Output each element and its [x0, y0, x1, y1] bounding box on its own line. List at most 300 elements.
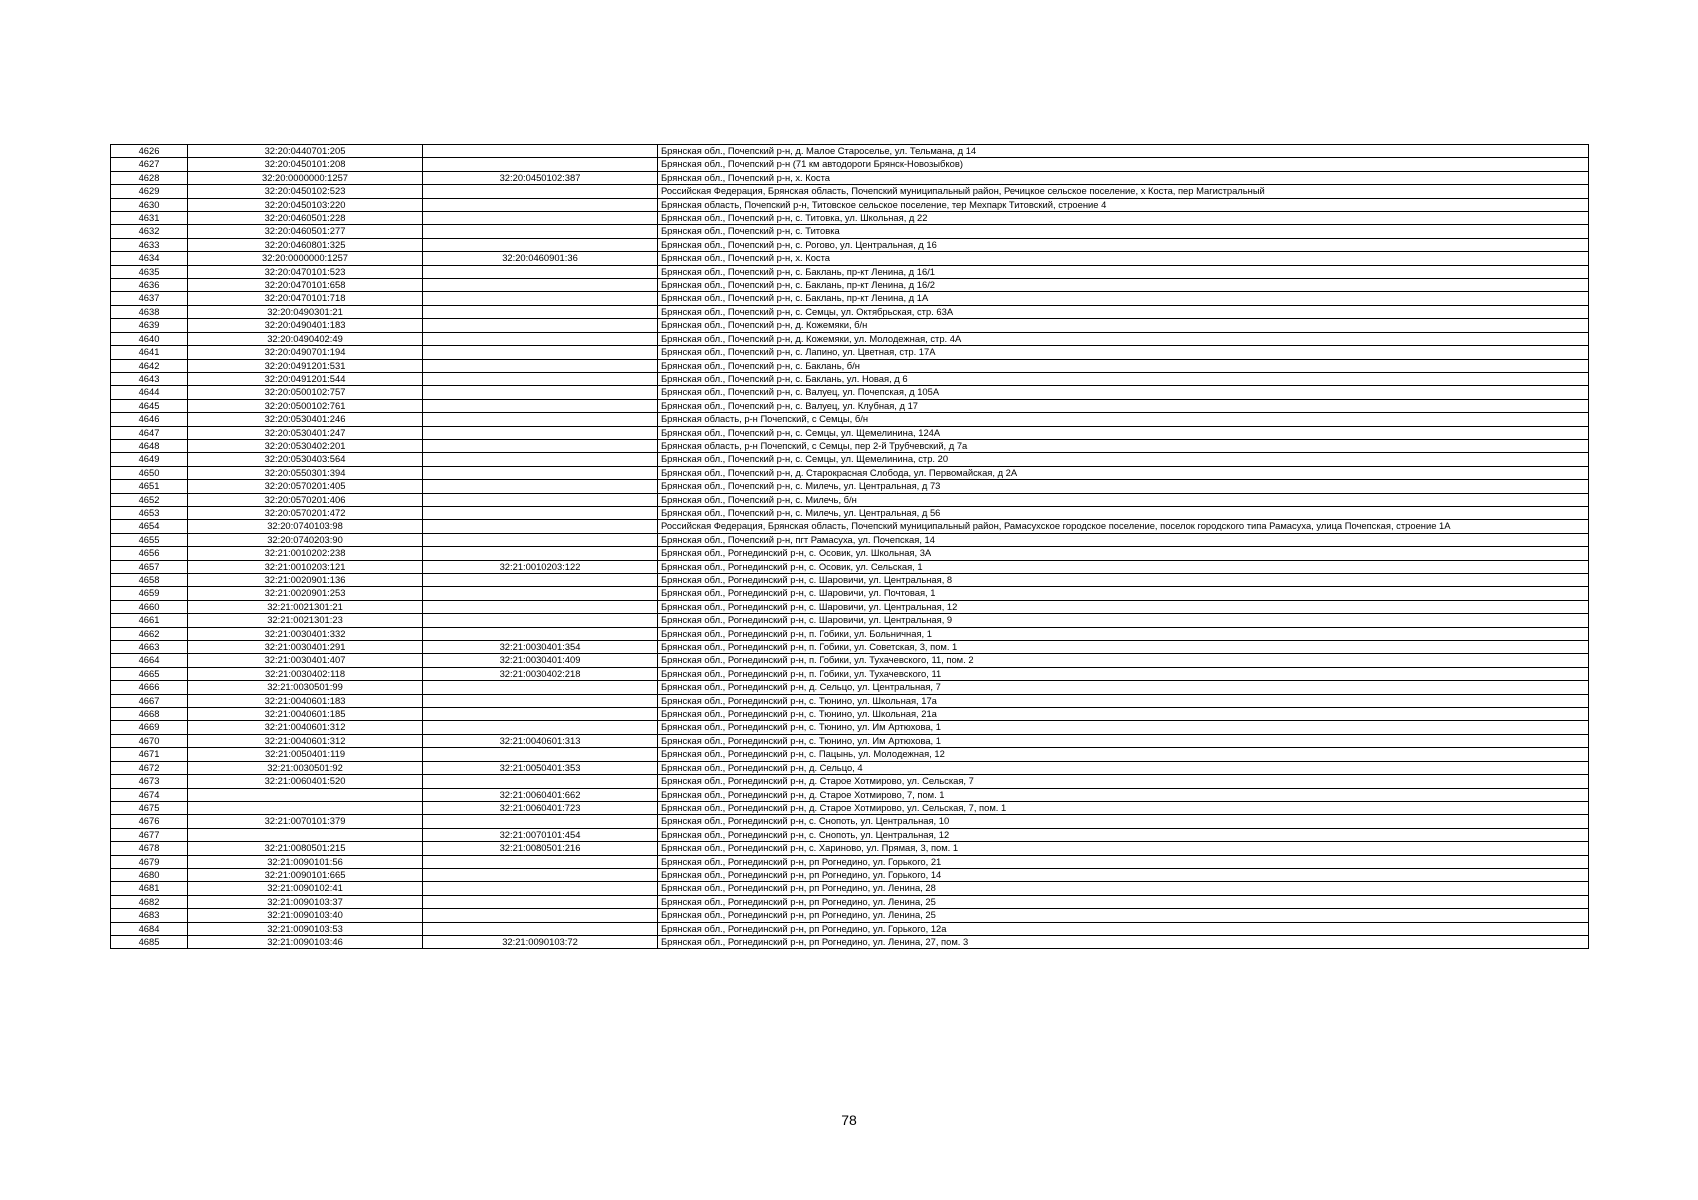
- row-number-cell: 4631: [111, 212, 188, 225]
- table-row: [111, 627, 1589, 640]
- table-row: [111, 346, 1589, 359]
- table-row: [111, 359, 1589, 372]
- table-row: [111, 801, 1589, 814]
- row-number-cell: 4682: [111, 895, 188, 908]
- cadastral-number-cell: 32:20:0000000:1257: [188, 171, 423, 184]
- cadastral-number-cell: 32:20:0570201:405: [188, 480, 423, 493]
- cadastral-number-cell: 32:20:0490301:21: [188, 305, 423, 318]
- related-cadastral-number-cell: [423, 480, 658, 493]
- table-row: [111, 198, 1589, 211]
- cadastral-number-cell: 32:20:0470101:658: [188, 279, 423, 292]
- address-cell: Брянская обл., Рогнединский р-н, с. Тюнино, ул. Им Артюхова, 1: [658, 721, 1589, 734]
- table-row: [111, 560, 1589, 573]
- cadastral-number-cell: 32:21:0020901:253: [188, 587, 423, 600]
- address-cell: Брянская обл., Почепский р-н, с. Лапино, ул. Цветная, стр. 17А: [658, 346, 1589, 359]
- address-cell: Брянская обл., Почепский р-н, с. Баклань, пр-кт Ленина, д 1А: [658, 292, 1589, 305]
- table-row: [111, 453, 1589, 466]
- address-cell: Брянская обл., Рогнединский р-н, с. Снопоть, ул. Центральная, 10: [658, 815, 1589, 828]
- row-number-cell: 4674: [111, 788, 188, 801]
- address-cell: Брянская обл., Почепский р-н, д. Кожемяки, б/н: [658, 319, 1589, 332]
- table-row: [111, 212, 1589, 225]
- address-cell: Брянская обл., Рогнединский р-н, с. Шаровичи, ул. Центральная, 12: [658, 600, 1589, 613]
- row-number-cell: 4668: [111, 708, 188, 721]
- table-row: [111, 775, 1589, 788]
- cadastral-number-cell: 32:21:0021301:21: [188, 600, 423, 613]
- address-cell: Российская Федерация, Брянская область, Почепский муниципальный район, Речицкое сельское поселение, х Коста, пер Магистральный: [658, 185, 1589, 198]
- cadastral-number-cell: 32:21:0090101:665: [188, 868, 423, 881]
- address-cell: Российская Федерация, Брянская область, Почепский муниципальный район, Рамасухское городское поселение, поселок городского типа Рамасуха, улица Почепская, строение 1А: [658, 520, 1589, 533]
- table-row: [111, 413, 1589, 426]
- table-row: [111, 721, 1589, 734]
- related-cadastral-number-cell: [423, 212, 658, 225]
- related-cadastral-number-cell: [423, 386, 658, 399]
- cadastral-number-cell: 32:20:0490401:183: [188, 319, 423, 332]
- address-cell: Брянская обл., Почепский р-н, с. Валуец, ул. Почепская, д 105А: [658, 386, 1589, 399]
- address-cell: Брянская обл., Рогнединский р-н, д. Старое Хотмирово, ул. Сельская, 7: [658, 775, 1589, 788]
- row-number-cell: 4661: [111, 614, 188, 627]
- table-row: [111, 279, 1589, 292]
- table-row: [111, 681, 1589, 694]
- table-row: [111, 386, 1589, 399]
- row-number-cell: 4639: [111, 319, 188, 332]
- address-cell: Брянская обл., Рогнединский р-н, рп Рогнедино, ул. Горького, 14: [658, 868, 1589, 881]
- row-number-cell: 4684: [111, 922, 188, 935]
- table-row: [111, 842, 1589, 855]
- table-row: [111, 225, 1589, 238]
- row-number-cell: 4662: [111, 627, 188, 640]
- related-cadastral-number-cell: 32:21:0030401:354: [423, 641, 658, 654]
- related-cadastral-number-cell: [423, 868, 658, 881]
- property-registry-table: [110, 144, 1589, 949]
- table-row: [111, 493, 1589, 506]
- cadastral-number-cell: 32:20:0500102:761: [188, 399, 423, 412]
- related-cadastral-number-cell: [423, 922, 658, 935]
- related-cadastral-number-cell: [423, 815, 658, 828]
- address-cell: Брянская обл., Рогнединский р-н, с. Шаровичи, ул. Центральная, 9: [658, 614, 1589, 627]
- table-row: [111, 171, 1589, 184]
- table-row: [111, 788, 1589, 801]
- cadastral-number-cell: 32:21:0030401:407: [188, 654, 423, 667]
- row-number-cell: 4645: [111, 399, 188, 412]
- related-cadastral-number-cell: 32:21:0030401:409: [423, 654, 658, 667]
- related-cadastral-number-cell: [423, 547, 658, 560]
- related-cadastral-number-cell: [423, 225, 658, 238]
- related-cadastral-number-cell: [423, 265, 658, 278]
- address-cell: Брянская обл., Почепский р-н, с. Милечь, ул. Центральная, д 56: [658, 506, 1589, 519]
- cadastral-number-cell: 32:20:0550301:394: [188, 466, 423, 479]
- address-cell: Брянская обл., Почепский р-н, с. Милечь, б/н: [658, 493, 1589, 506]
- table-row: [111, 292, 1589, 305]
- address-cell: Брянская обл., Почепский р-н, с. Семцы, ул. Щемелинина, стр. 20: [658, 453, 1589, 466]
- related-cadastral-number-cell: [423, 198, 658, 211]
- row-number-cell: 4634: [111, 252, 188, 265]
- address-cell: Брянская обл., Почепский р-н, с. Титовка: [658, 225, 1589, 238]
- related-cadastral-number-cell: [423, 748, 658, 761]
- row-number-cell: 4649: [111, 453, 188, 466]
- cadastral-number-cell: 32:20:0740103:98: [188, 520, 423, 533]
- cadastral-number-cell: 32:20:0530403:564: [188, 453, 423, 466]
- row-number-cell: 4657: [111, 560, 188, 573]
- cadastral-number-cell: 32:20:0530401:247: [188, 426, 423, 439]
- address-cell: Брянская обл., Рогнединский р-н, с. Шаровичи, ул. Почтовая, 1: [658, 587, 1589, 600]
- table-row: [111, 319, 1589, 332]
- table-row: [111, 828, 1589, 841]
- cadastral-number-cell: 32:21:0040601:183: [188, 694, 423, 707]
- row-number-cell: 4664: [111, 654, 188, 667]
- related-cadastral-number-cell: [423, 493, 658, 506]
- related-cadastral-number-cell: [423, 708, 658, 721]
- related-cadastral-number-cell: 32:21:0030402:218: [423, 667, 658, 680]
- cadastral-number-cell: 32:21:0060401:520: [188, 775, 423, 788]
- table-row: [111, 439, 1589, 452]
- row-number-cell: 4656: [111, 547, 188, 560]
- row-number-cell: 4627: [111, 158, 188, 171]
- address-cell: Брянская обл., Рогнединский р-н, с. Хариново, ул. Прямая, 3, пом. 1: [658, 842, 1589, 855]
- address-cell: Брянская область, Почепский р-н, Титовское сельское поселение, тер Мехпарк Титовский, строение 4: [658, 198, 1589, 211]
- related-cadastral-number-cell: [423, 439, 658, 452]
- address-cell: Брянская обл., Рогнединский р-н, д. Сельцо, ул. Центральная, 7: [658, 681, 1589, 694]
- row-number-cell: 4659: [111, 587, 188, 600]
- cadastral-number-cell: 32:20:0740203:90: [188, 533, 423, 546]
- related-cadastral-number-cell: [423, 185, 658, 198]
- address-cell: Брянская обл., Почепский р-н (71 км автодороги Брянск-Новозыбков): [658, 158, 1589, 171]
- related-cadastral-number-cell: [423, 520, 658, 533]
- related-cadastral-number-cell: 32:21:0060401:723: [423, 801, 658, 814]
- related-cadastral-number-cell: [423, 614, 658, 627]
- address-cell: Брянская обл., Рогнединский р-н, рп Рогнедино, ул. Горького, 21: [658, 855, 1589, 868]
- related-cadastral-number-cell: [423, 359, 658, 372]
- table-row: [111, 265, 1589, 278]
- related-cadastral-number-cell: [423, 855, 658, 868]
- row-number-cell: 4650: [111, 466, 188, 479]
- table-row: [111, 815, 1589, 828]
- row-number-cell: 4633: [111, 238, 188, 251]
- address-cell: Брянская обл., Рогнединский р-н, рп Рогнедино, ул. Ленина, 25: [658, 895, 1589, 908]
- address-cell: Брянская обл., Почепский р-н, с. Баклань, ул. Новая, д 6: [658, 372, 1589, 385]
- related-cadastral-number-cell: [423, 775, 658, 788]
- table-row: [111, 708, 1589, 721]
- address-cell: Брянская обл., Почепский р-н, с. Баклань, б/н: [658, 359, 1589, 372]
- address-cell: Брянская обл., Почепский р-н, х. Коста: [658, 171, 1589, 184]
- cadastral-number-cell: 32:21:0040601:312: [188, 734, 423, 747]
- row-number-cell: 4640: [111, 332, 188, 345]
- table-row: [111, 922, 1589, 935]
- related-cadastral-number-cell: [423, 909, 658, 922]
- cadastral-number-cell: 32:21:0010202:238: [188, 547, 423, 560]
- row-number-cell: 4655: [111, 533, 188, 546]
- row-number-cell: 4643: [111, 372, 188, 385]
- address-cell: Брянская обл., Рогнединский р-н, рп Рогнедино, ул. Ленина, 25: [658, 909, 1589, 922]
- related-cadastral-number-cell: [423, 332, 658, 345]
- related-cadastral-number-cell: [423, 319, 658, 332]
- related-cadastral-number-cell: [423, 587, 658, 600]
- related-cadastral-number-cell: 32:20:0450102:387: [423, 171, 658, 184]
- cadastral-number-cell: 32:20:0440701:205: [188, 145, 423, 158]
- row-number-cell: 4677: [111, 828, 188, 841]
- cadastral-number-cell: 32:20:0450101:208: [188, 158, 423, 171]
- row-number-cell: 4646: [111, 413, 188, 426]
- address-cell: Брянская обл., Рогнединский р-н, рп Рогнедино, ул. Ленина, 27, пом. 3: [658, 935, 1589, 948]
- cadastral-number-cell: 32:20:0470101:523: [188, 265, 423, 278]
- cadastral-number-cell: 32:21:0070101:379: [188, 815, 423, 828]
- cadastral-number-cell: 32:21:0010203:121: [188, 560, 423, 573]
- row-number-cell: 4685: [111, 935, 188, 948]
- cadastral-number-cell: 32:21:0050401:119: [188, 748, 423, 761]
- related-cadastral-number-cell: [423, 305, 658, 318]
- cadastral-number-cell: 32:21:0030401:291: [188, 641, 423, 654]
- cadastral-number-cell: 32:21:0020901:136: [188, 574, 423, 587]
- row-number-cell: 4665: [111, 667, 188, 680]
- address-cell: Брянская обл., Почепский р-н, д. Кожемяки, ул. Молодежная, стр. 4А: [658, 332, 1589, 345]
- related-cadastral-number-cell: [423, 346, 658, 359]
- address-cell: Брянская обл., Почепский р-н, пгт Рамасуха, ул. Почепская, 14: [658, 533, 1589, 546]
- table-row: [111, 909, 1589, 922]
- cadastral-number-cell: 32:21:0030402:118: [188, 667, 423, 680]
- related-cadastral-number-cell: 32:21:0060401:662: [423, 788, 658, 801]
- related-cadastral-number-cell: [423, 506, 658, 519]
- table-row: [111, 466, 1589, 479]
- address-cell: Брянская обл., Рогнединский р-н, с. Снопоть, ул. Центральная, 12: [658, 828, 1589, 841]
- table-row: [111, 895, 1589, 908]
- related-cadastral-number-cell: [423, 721, 658, 734]
- cadastral-number-cell: 32:21:0030401:332: [188, 627, 423, 640]
- table-row: [111, 185, 1589, 198]
- table-row: [111, 158, 1589, 171]
- row-number-cell: 4672: [111, 761, 188, 774]
- address-cell: Брянская обл., Почепский р-н, с. Валуец, ул. Клубная, д 17: [658, 399, 1589, 412]
- row-number-cell: 4636: [111, 279, 188, 292]
- cadastral-number-cell: 32:21:0090103:53: [188, 922, 423, 935]
- table-row: [111, 935, 1589, 948]
- cadastral-number-cell: 32:20:0450103:220: [188, 198, 423, 211]
- table-row: [111, 654, 1589, 667]
- row-number-cell: 4626: [111, 145, 188, 158]
- related-cadastral-number-cell: 32:21:0010203:122: [423, 560, 658, 573]
- row-number-cell: 4658: [111, 574, 188, 587]
- row-number-cell: 4680: [111, 868, 188, 881]
- row-number-cell: 4670: [111, 734, 188, 747]
- address-cell: Брянская обл., Почепский р-н, с. Баклань, пр-кт Ленина, д 16/2: [658, 279, 1589, 292]
- cadastral-number-cell: 32:21:0090102:41: [188, 882, 423, 895]
- related-cadastral-number-cell: [423, 158, 658, 171]
- cadastral-number-cell: 32:21:0040601:312: [188, 721, 423, 734]
- address-cell: Брянская обл., Почепский р-н, х. Коста: [658, 252, 1589, 265]
- address-cell: Брянская область, р-н Почепский, с Семцы, б/н: [658, 413, 1589, 426]
- row-number-cell: 4654: [111, 520, 188, 533]
- row-number-cell: 4629: [111, 185, 188, 198]
- related-cadastral-number-cell: 32:21:0080501:216: [423, 842, 658, 855]
- cadastral-number-cell: [188, 788, 423, 801]
- address-cell: Брянская область, р-н Почепский, с Семцы, пер 2-й Трубчевский, д 7а: [658, 439, 1589, 452]
- row-number-cell: 4630: [111, 198, 188, 211]
- related-cadastral-number-cell: [423, 600, 658, 613]
- row-number-cell: 4647: [111, 426, 188, 439]
- related-cadastral-number-cell: [423, 627, 658, 640]
- related-cadastral-number-cell: [423, 574, 658, 587]
- cadastral-number-cell: 32:20:0530401:246: [188, 413, 423, 426]
- cadastral-number-cell: 32:21:0090103:46: [188, 935, 423, 948]
- address-cell: Брянская обл., Рогнединский р-н, с. Пацынь, ул. Молодежная, 12: [658, 748, 1589, 761]
- related-cadastral-number-cell: 32:21:0040601:313: [423, 734, 658, 747]
- related-cadastral-number-cell: [423, 453, 658, 466]
- address-cell: Брянская обл., Почепский р-н, с. Милечь, ул. Центральная, д 73: [658, 480, 1589, 493]
- row-number-cell: 4642: [111, 359, 188, 372]
- row-number-cell: 4678: [111, 842, 188, 855]
- row-number-cell: 4638: [111, 305, 188, 318]
- table-row: [111, 426, 1589, 439]
- cadastral-number-cell: 32:21:0030501:92: [188, 761, 423, 774]
- row-number-cell: 4679: [111, 855, 188, 868]
- address-cell: Брянская обл., Рогнединский р-н, п. Гобики, ул. Тухачевского, 11, пом. 2: [658, 654, 1589, 667]
- row-number-cell: 4681: [111, 882, 188, 895]
- row-number-cell: 4669: [111, 721, 188, 734]
- cadastral-number-cell: 32:21:0090101:56: [188, 855, 423, 868]
- table-row: [111, 252, 1589, 265]
- table-row: [111, 667, 1589, 680]
- table-row: [111, 855, 1589, 868]
- table-row: [111, 547, 1589, 560]
- table-row: [111, 614, 1589, 627]
- registry-table-body: [111, 145, 1589, 949]
- address-cell: Брянская обл., Почепский р-н, д. Малое Староселье, ул. Тельмана, д 14: [658, 145, 1589, 158]
- address-cell: Брянская обл., Рогнединский р-н, рп Рогнедино, ул. Горького, 12а: [658, 922, 1589, 935]
- row-number-cell: 4663: [111, 641, 188, 654]
- cadastral-number-cell: 32:20:0570201:406: [188, 493, 423, 506]
- cadastral-number-cell: 32:21:0090103:40: [188, 909, 423, 922]
- table-row: [111, 574, 1589, 587]
- address-cell: Брянская обл., Рогнединский р-н, с. Шаровичи, ул. Центральная, 8: [658, 574, 1589, 587]
- row-number-cell: 4673: [111, 775, 188, 788]
- address-cell: Брянская обл., Рогнединский р-н, с. Тюнино, ул. Школьная, 17а: [658, 694, 1589, 707]
- cadastral-number-cell: 32:20:0500102:757: [188, 386, 423, 399]
- related-cadastral-number-cell: 32:21:0050401:353: [423, 761, 658, 774]
- row-number-cell: 4651: [111, 480, 188, 493]
- row-number-cell: 4675: [111, 801, 188, 814]
- address-cell: Брянская обл., Почепский р-н, с. Рогово, ул. Центральная, д 16: [658, 238, 1589, 251]
- row-number-cell: 4628: [111, 171, 188, 184]
- related-cadastral-number-cell: 32:21:0070101:454: [423, 828, 658, 841]
- address-cell: Брянская обл., Рогнединский р-н, п. Гобики, ул. Больничная, 1: [658, 627, 1589, 640]
- cadastral-number-cell: 32:20:0491201:544: [188, 372, 423, 385]
- related-cadastral-number-cell: [423, 238, 658, 251]
- row-number-cell: 4683: [111, 909, 188, 922]
- table-row: [111, 761, 1589, 774]
- cadastral-number-cell: 32:20:0000000:1257: [188, 252, 423, 265]
- related-cadastral-number-cell: [423, 372, 658, 385]
- cadastral-number-cell: 32:20:0460501:277: [188, 225, 423, 238]
- cadastral-number-cell: 32:20:0490701:194: [188, 346, 423, 359]
- table-row: [111, 641, 1589, 654]
- row-number-cell: 4660: [111, 600, 188, 613]
- cadastral-number-cell: 32:20:0450102:523: [188, 185, 423, 198]
- table-row: [111, 533, 1589, 546]
- cadastral-number-cell: 32:20:0490402:49: [188, 332, 423, 345]
- row-number-cell: 4676: [111, 815, 188, 828]
- row-number-cell: 4667: [111, 694, 188, 707]
- table-row: [111, 520, 1589, 533]
- address-cell: Брянская обл., Почепский р-н, с. Титовка, ул. Школьная, д 22: [658, 212, 1589, 225]
- cadastral-number-cell: 32:21:0080501:215: [188, 842, 423, 855]
- related-cadastral-number-cell: [423, 681, 658, 694]
- table-row: [111, 238, 1589, 251]
- table-row: [111, 734, 1589, 747]
- address-cell: Брянская обл., Почепский р-н, с. Семцы, ул. Щемелинина, 124А: [658, 426, 1589, 439]
- related-cadastral-number-cell: [423, 145, 658, 158]
- address-cell: Брянская обл., Рогнединский р-н, с. Тюнино, ул. Им Артюхова, 1: [658, 734, 1589, 747]
- address-cell: Брянская обл., Почепский р-н, с. Баклань, пр-кт Ленина, д 16/1: [658, 265, 1589, 278]
- cadastral-number-cell: [188, 801, 423, 814]
- table-row: [111, 399, 1589, 412]
- row-number-cell: 4644: [111, 386, 188, 399]
- address-cell: Брянская обл., Почепский р-н, с. Семцы, ул. Октябрьская, стр. 63А: [658, 305, 1589, 318]
- cadastral-number-cell: 32:21:0030501:99: [188, 681, 423, 694]
- related-cadastral-number-cell: 32:21:0090103:72: [423, 935, 658, 948]
- cadastral-number-cell: 32:20:0530402:201: [188, 439, 423, 452]
- cadastral-number-cell: 32:20:0470101:718: [188, 292, 423, 305]
- related-cadastral-number-cell: [423, 413, 658, 426]
- address-cell: Брянская обл., Рогнединский р-н, с. Осовик, ул. Школьная, 3А: [658, 547, 1589, 560]
- row-number-cell: 4641: [111, 346, 188, 359]
- address-cell: Брянская обл., Рогнединский р-н, рп Рогнедино, ул. Ленина, 28: [658, 882, 1589, 895]
- row-number-cell: 4671: [111, 748, 188, 761]
- related-cadastral-number-cell: [423, 895, 658, 908]
- related-cadastral-number-cell: [423, 426, 658, 439]
- address-cell: Брянская обл., Рогнединский р-н, д. Старое Хотмирово, 7, пом. 1: [658, 788, 1589, 801]
- related-cadastral-number-cell: [423, 466, 658, 479]
- table-row: [111, 748, 1589, 761]
- table-row: [111, 506, 1589, 519]
- row-number-cell: 4632: [111, 225, 188, 238]
- table-row: [111, 305, 1589, 318]
- cadastral-number-cell: 32:21:0090103:37: [188, 895, 423, 908]
- cadastral-number-cell: 32:20:0460801:325: [188, 238, 423, 251]
- related-cadastral-number-cell: 32:20:0460901:36: [423, 252, 658, 265]
- table-row: [111, 600, 1589, 613]
- cadastral-number-cell: 32:20:0460501:228: [188, 212, 423, 225]
- cadastral-number-cell: 32:21:0021301:23: [188, 614, 423, 627]
- table-row: [111, 480, 1589, 493]
- address-cell: Брянская обл., Рогнединский р-н, с. Тюнино, ул. Школьная, 21а: [658, 708, 1589, 721]
- related-cadastral-number-cell: [423, 694, 658, 707]
- cadastral-number-cell: [188, 828, 423, 841]
- cadastral-number-cell: 32:20:0570201:472: [188, 506, 423, 519]
- table-row: [111, 145, 1589, 158]
- row-number-cell: 4652: [111, 493, 188, 506]
- related-cadastral-number-cell: [423, 399, 658, 412]
- table-row: [111, 372, 1589, 385]
- row-number-cell: 4666: [111, 681, 188, 694]
- table-row: [111, 882, 1589, 895]
- row-number-cell: 4637: [111, 292, 188, 305]
- related-cadastral-number-cell: [423, 279, 658, 292]
- cadastral-number-cell: 32:20:0491201:531: [188, 359, 423, 372]
- table-row: [111, 694, 1589, 707]
- table-row: [111, 332, 1589, 345]
- related-cadastral-number-cell: [423, 882, 658, 895]
- related-cadastral-number-cell: [423, 533, 658, 546]
- address-cell: Брянская обл., Рогнединский р-н, п. Гобики, ул. Советская, 3, пом. 1: [658, 641, 1589, 654]
- table-row: [111, 587, 1589, 600]
- address-cell: Брянская обл., Рогнединский р-н, с. Осовик, ул. Сельская, 1: [658, 560, 1589, 573]
- page-number: 78: [841, 1112, 857, 1128]
- cadastral-number-cell: 32:21:0040601:185: [188, 708, 423, 721]
- address-cell: Брянская обл., Рогнединский р-н, д. Сельцо, 4: [658, 761, 1589, 774]
- row-number-cell: 4635: [111, 265, 188, 278]
- table-row: [111, 868, 1589, 881]
- related-cadastral-number-cell: [423, 292, 658, 305]
- row-number-cell: 4653: [111, 506, 188, 519]
- row-number-cell: 4648: [111, 439, 188, 452]
